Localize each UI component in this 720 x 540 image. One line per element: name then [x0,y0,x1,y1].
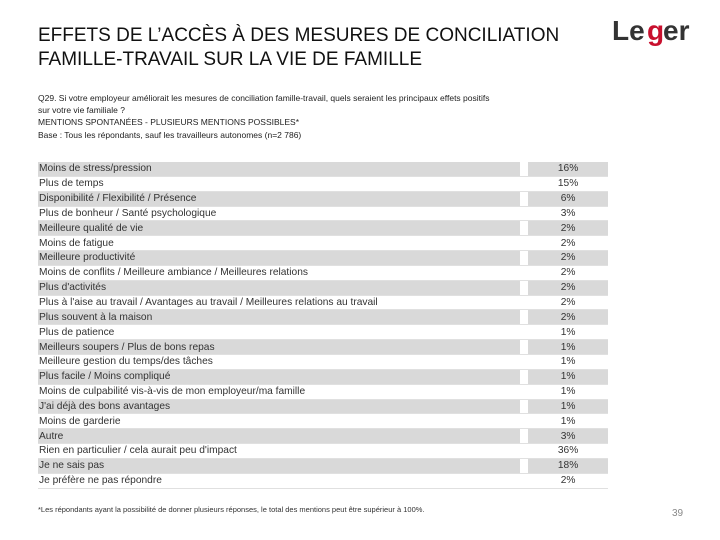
row-value: 2% [528,251,608,265]
row-label: Moins de culpabilité vis-à-vis de mon employeur/ma famille [39,386,306,398]
table-row [38,459,608,474]
row-value: 2% [560,267,576,279]
table-row [38,355,608,370]
row-label: Meilleure qualité de vie [38,221,520,235]
svg-text:g: g [647,15,665,46]
table-row [38,340,608,355]
row-value: 2% [528,310,608,324]
row-label: Meilleure productivité [38,251,520,265]
table-row [38,192,608,207]
row-value: 2% [560,297,576,309]
table-row [38,414,608,429]
table-row [38,400,608,415]
row-value: 6% [528,192,608,206]
table-row [38,177,608,192]
table-row [38,281,608,296]
row-value: 2% [528,281,608,295]
table-row [38,162,608,177]
row-label: Rien en particulier / cela aurait peu d'impact [39,445,237,457]
mentions-note: MENTIONS SPONTANÉES - PLUSIEURS MENTIONS POSSIBLES* [38,117,300,128]
question-text-cont: sur votre vie familiale ? [38,105,125,116]
table-row [38,429,608,444]
table-row [38,385,608,400]
row-value: 3% [528,429,608,443]
row-value: 18% [528,459,608,473]
table-row [38,236,608,251]
table-row [38,474,608,489]
row-value: 1% [560,326,576,338]
results-table [38,162,608,489]
row-label: Disponibilité / Flexibilité / Présence [38,192,520,206]
row-value: 2% [560,237,576,249]
table-row [38,310,608,325]
row-label: Plus de patience [39,326,115,338]
row-label: Plus souvent à la maison [38,310,520,324]
row-label: Plus de bonheur / Santé psychologique [39,207,217,219]
table-row [38,296,608,311]
row-value: 1% [560,386,576,398]
row-label: Meilleure gestion du temps/des tâches [39,356,213,368]
row-value: 16% [528,162,608,176]
page-number: 39 [672,508,684,519]
row-label: Plus facile / Moins compliqué [38,370,520,384]
row-value: 15% [557,178,579,190]
row-label: Plus d'activités [38,281,520,295]
base-note: Base : Tous les répondants, sauf les travailleurs autonomes (n=2 786) [38,129,302,140]
row-label: Moins de stress/pression [38,162,520,176]
row-value: 1% [528,370,608,384]
row-label: Moins de fatigue [39,237,114,249]
row-value: 1% [528,340,608,354]
row-label: Je préfère ne pas répondre [39,475,162,487]
row-value: 3% [560,207,576,219]
row-value: 36% [557,445,579,457]
table-row [38,370,608,385]
table-row [38,444,608,459]
row-label: Meilleurs soupers / Plus de bons repas [38,340,520,354]
row-value: 1% [560,356,576,368]
row-label: Je ne sais pas [38,459,520,473]
row-value: 2% [528,221,608,235]
row-label: Plus de temps [39,178,104,190]
leger-logo [608,10,700,50]
footnote: *Les répondants ayant la possibilité de donner plusieurs réponses, le total des mentions peut être supérieur à 100%. [38,505,425,514]
page-title: EFFETS DE L’ACCÈS À DES MESURES DE CONCILIATION FAMILLE-TRAVAIL SUR LA VIE DE FAMILLE [38,25,560,70]
table-row [38,325,608,340]
row-label: J'ai déjà des bons avantages [38,400,520,414]
question-block [38,92,618,141]
table-row [38,221,608,236]
row-label: Autre [38,429,520,443]
question-text: Q29. Si votre employeur améliorait les mesures de conciliation famille-travail, quels seraient les principaux effets positifs [38,93,490,103]
row-label: Moins de conflits / Meilleure ambiance / Meilleures relations [39,267,308,279]
table-row [38,266,608,281]
row-value: 1% [560,415,576,427]
row-value: 1% [528,400,608,414]
svg-text:Le: Le [612,15,645,46]
svg-text:er: er [663,15,690,46]
row-label: Plus à l'aise au travail / Avantages au travail / Meilleures relations au travail [39,297,378,309]
table-row [38,207,608,222]
table-row [38,251,608,266]
row-label: Moins de garderie [39,415,121,427]
row-value: 2% [560,475,576,487]
